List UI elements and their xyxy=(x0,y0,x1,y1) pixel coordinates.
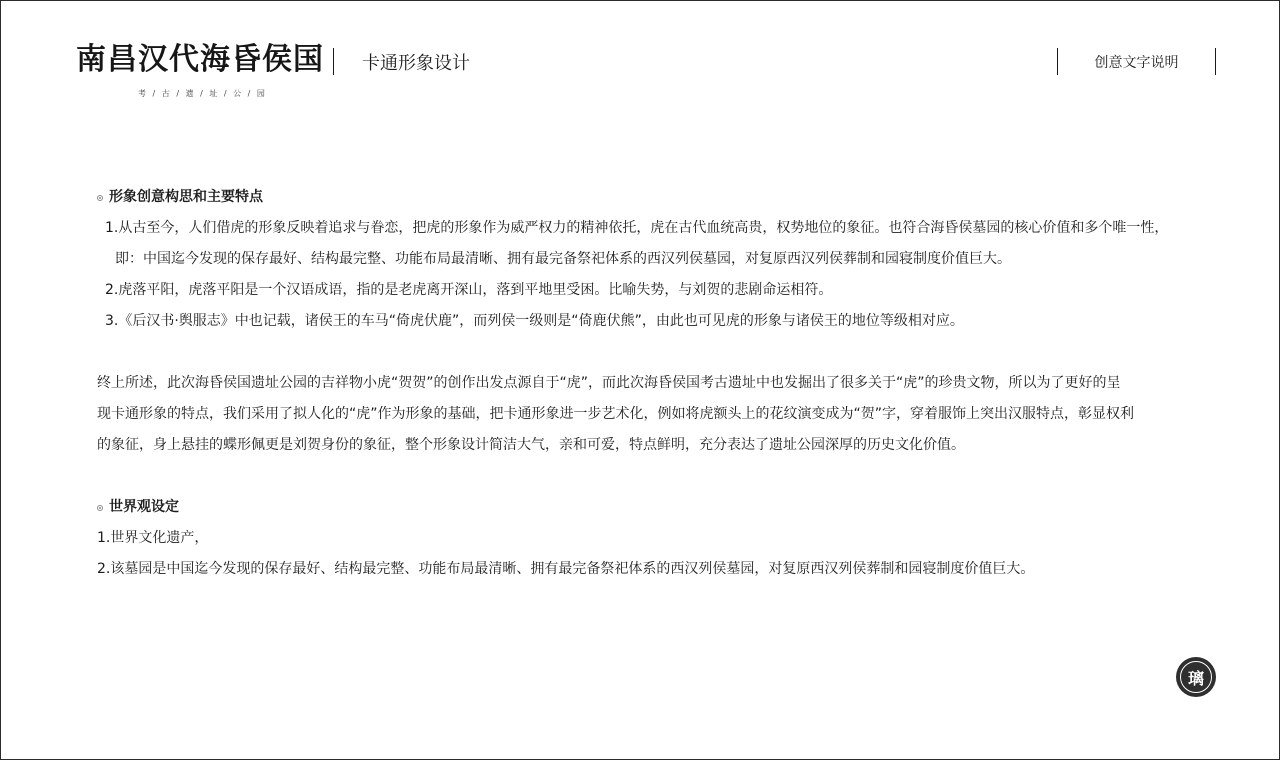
worldview-item-2: 2.该墓园是中国迄今发现的保存最好、结构最完整、功能布局最清晰、拥有最完备祭祀体系的西汉列侯墓园，对复原西汉列侯葬制和园寝制度价值巨大。 xyxy=(97,561,1035,577)
summary-paragraph xyxy=(97,368,1202,461)
worldview-item-1: 1.世界文化遗产， xyxy=(97,530,209,546)
header-divider xyxy=(333,48,334,75)
feature-item-1-continued: 即：中国迄今发现的保存最好、结构最完整、功能布局最清晰、拥有最完备祭祀体系的西汉列侯墓园，对复原西汉列侯葬制和园寝制度价值巨大。 xyxy=(115,251,1011,267)
main-content xyxy=(97,182,1207,585)
bullet-icon xyxy=(97,505,103,511)
summary-line: 现卡通形象的特点，我们采用了拟人化的“虎”作为形象的基础，把卡通形象进一步艺术化，例如将虎额头上的花纹演变成为“贺”字，穿着服饰上突出汉服特点，彰显权利 xyxy=(97,406,1135,422)
section-heading-text: 世界观设定 xyxy=(109,499,179,515)
seal-char: 璃 xyxy=(1180,661,1212,693)
section-heading-features xyxy=(97,182,1207,213)
brand-subtitle: 考 / 古 / 遗 / 址 / 公 / 园 xyxy=(138,89,267,98)
bullet-icon xyxy=(97,195,103,201)
seal-logo xyxy=(1176,657,1216,697)
section-label: 创意文字说明 xyxy=(1094,54,1179,71)
page-title: 卡通形象设计 xyxy=(362,53,470,74)
summary-line: 终上所述，此次海昏侯国遗址公园的吉祥物小虎“贺贺”的创作出发点源自于“虎”，而此次海昏侯国考古遗址中也发掘出了很多关于“虎”的珍贵文物，所以为了更好的呈 xyxy=(97,375,1121,391)
brand-logo xyxy=(76,40,324,98)
section-label-box xyxy=(1057,48,1216,75)
section-heading-worldview xyxy=(97,492,1207,523)
feature-item-1: 1.从古至今，人们借虎的形象反映着追求与眷恋，把虎的形象作为威严权力的精神依托，虎在古代血统高贵，权势地位的象征。也符合海昏侯墓园的核心价值和多个唯一性， xyxy=(105,220,1169,236)
feature-item-2: 2.虎落平阳，虎落平阳是一个汉语成语，指的是老虎离开深山，落到平地里受困。比喻失势，与刘贺的悲剧命运相符。 xyxy=(105,282,833,298)
feature-item-3: 3.《后汉书·舆服志》中也记载，诸侯王的车马“倚虎伏鹿”，而列侯一级则是“倚鹿伏熊”，由此也可见虎的形象与诸侯王的地位等级相对应。 xyxy=(105,313,964,329)
brand-title: 南昌汉代海昏侯国 xyxy=(76,42,324,77)
section-heading-text: 形象创意构思和主要特点 xyxy=(109,189,263,205)
summary-line: 的象征，身上悬挂的蝶形佩更是刘贺身份的象征，整个形象设计简洁大气，亲和可爱，特点鲜明，充分表达了遗址公园深厚的历史文化价值。 xyxy=(97,437,965,453)
